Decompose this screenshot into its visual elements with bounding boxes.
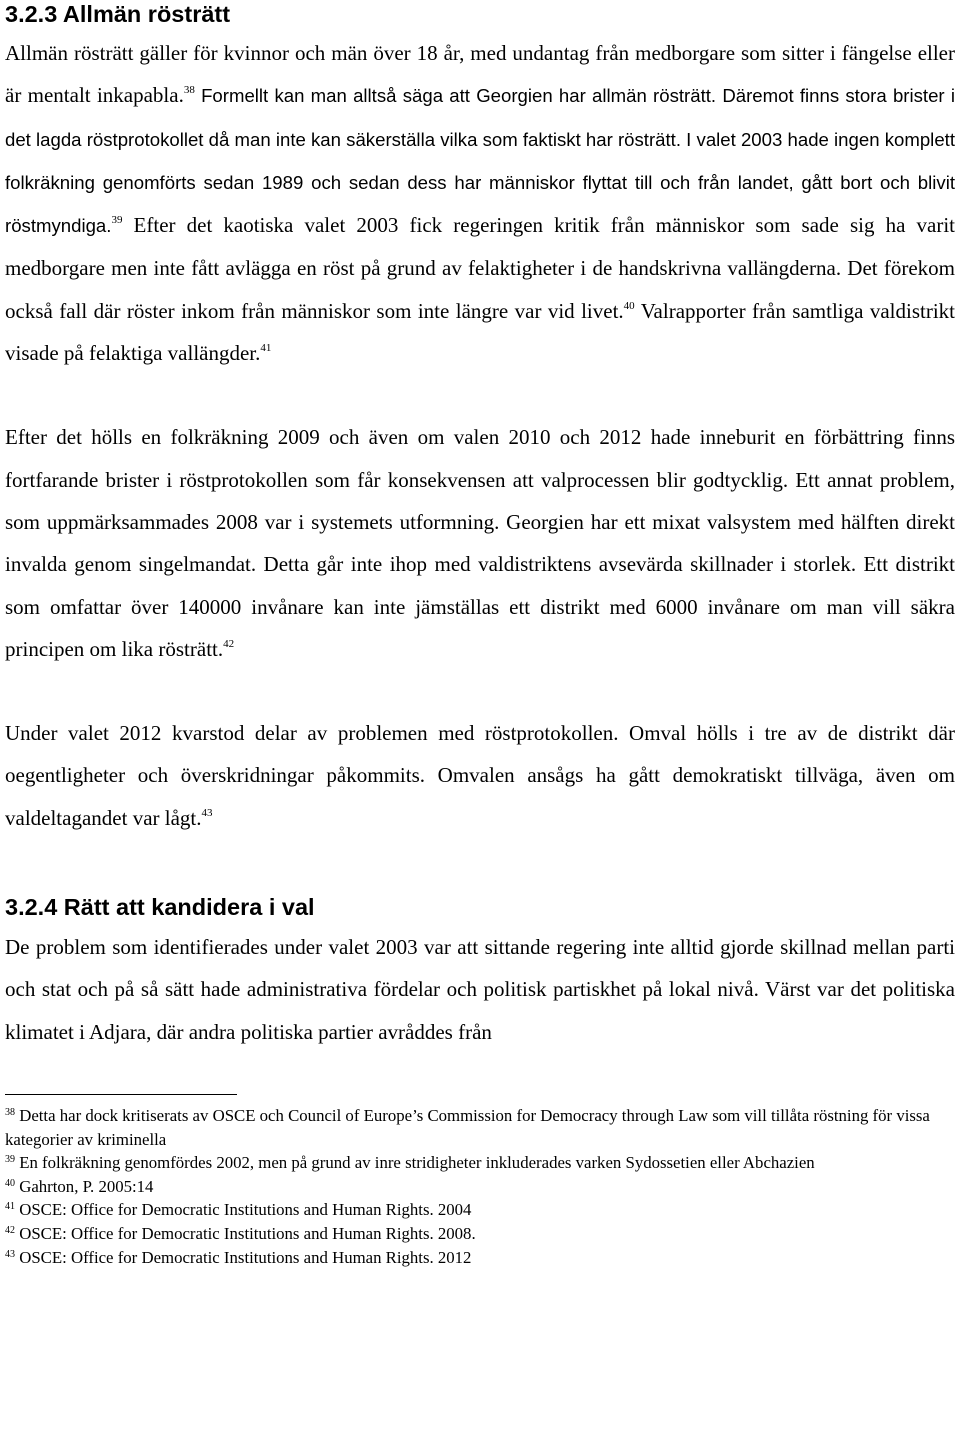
footnote xyxy=(5,1246,955,1270)
footnote-text: Gahrton, P. 2005:14 xyxy=(19,1176,154,1196)
footnote-reference: 40 xyxy=(623,299,635,312)
footnote-number: 40 xyxy=(5,1177,15,1189)
section-heading: 3.2.4 Rätt att kandidera i val xyxy=(5,894,315,921)
footnote xyxy=(5,1104,955,1151)
paragraph-text: Efter det kaotiska valet 2003 fick regeringen kritik från människor som sade sig ha varit medborgare men inte fått avlägga en röst på grund av felaktigheter i de handskrivna vallängderna. Det förekom också fall där röster inkom från människor som inte längre var vid livet. xyxy=(5,213,955,323)
footnote-reference: 42 xyxy=(223,637,235,650)
footnote-reference: 41 xyxy=(260,342,272,355)
body-paragraph xyxy=(5,416,955,670)
footnote-text: OSCE: Office for Democratic Institutions and Human Rights. 2004 xyxy=(19,1200,472,1220)
footnote-text: Detta har dock kritiserats av OSCE och Council of Europe’s Commission for Democracy through Law som vill tillåta röstning för vissa kategorier av kriminella xyxy=(5,1105,930,1149)
paragraph-text: Formellt kan man alltså säga att Georgien har allmän rösträtt. Däremot finns stora brister i det lagda röstprotokollet då man inte kan säkerställa vilka som faktiskt har rösträtt. xyxy=(5,85,955,150)
paragraph-text: Efter det hölls en folkräkning 2009 och även om valen 2010 och 2012 hade inneburit en förbättring finns fortfarande brister i röstprotokollen som får konsekvensen att valprocessen blir godtycklig. Ett annat problem, som uppmärksammades 2008 var i systemets utformning. Georgien har ett mixat valsystem med hälften direkt invalda genom singelmandat. Detta går inte ihop med valdistriktens avsevärda skillnader i storlek. Ett distrikt som omfattar över 140000 invånare kan inte jämställas ett distrikt med 6000 invånare om man vill säkra principen om lika rösträtt. xyxy=(5,425,955,661)
footnote-number: 39 xyxy=(5,1154,15,1166)
section-heading: 3.2.3 Allmän rösträtt xyxy=(5,1,231,27)
document-page xyxy=(5,0,955,1269)
footnote-number: 42 xyxy=(5,1224,15,1236)
footnote-divider xyxy=(5,1094,237,1095)
footnote-reference: 39 xyxy=(111,214,123,227)
footnote-number: 38 xyxy=(5,1106,15,1118)
footnote-reference: 43 xyxy=(201,806,213,819)
footnote-number: 41 xyxy=(5,1201,15,1213)
body-paragraph xyxy=(5,926,955,1053)
paragraph-text: Allmän rösträtt gäller för kvinnor och män över 18 år, med undantag från medborgare som sitter i fängelse eller är mentalt inkapabla. xyxy=(5,41,955,108)
footnote xyxy=(5,1175,955,1199)
body-paragraph xyxy=(5,32,955,374)
paragraph-text: Under valet 2012 kvarstod delar av problemen med röstprotokollen. Omval hölls i tre av de distrikt där oegentligheter och överskridningar påkommits. Omvalen ansågs ha gått demokratiskt tillväga, även om valdeltagandet var lågt. xyxy=(5,721,955,830)
footnote xyxy=(5,1198,955,1222)
footnote-reference: 38 xyxy=(183,84,195,97)
paragraph-text: Valrapporter från samtliga valdistrikt visade på felaktiga vallängder. xyxy=(5,298,955,366)
body-paragraph xyxy=(5,712,955,839)
footnote-number: 43 xyxy=(5,1248,15,1260)
footnote-text: En folkräkning genomfördes 2002, men på grund av inre stridigheter inkluderades varken Sydossetien eller Abchazien xyxy=(19,1153,815,1173)
footnote-text: OSCE: Office for Democratic Institutions and Human Rights. 2012 xyxy=(19,1247,472,1267)
footnotes xyxy=(5,1104,955,1269)
footnote xyxy=(5,1222,955,1246)
paragraph-text: De problem som identifierades under valet 2003 var att sittande regering inte alltid gjorde skillnad mellan parti och stat och på så sätt hade administrativa fördelar och politisk partiskhet på lokal nivå. Värst var det politiska klimatet i Adjara, där andra politiska partier avråddes från xyxy=(5,935,955,1044)
paragraph-text: I valet 2003 hade ingen komplett folkräkning genomförts sedan 1989 och sedan dess har människor flyttat till och från landet, gått bort och blivit röstmyndiga. xyxy=(5,128,955,237)
footnote xyxy=(5,1151,955,1175)
footnote-text: OSCE: Office for Democratic Institutions and Human Rights. 2008. xyxy=(19,1223,476,1243)
